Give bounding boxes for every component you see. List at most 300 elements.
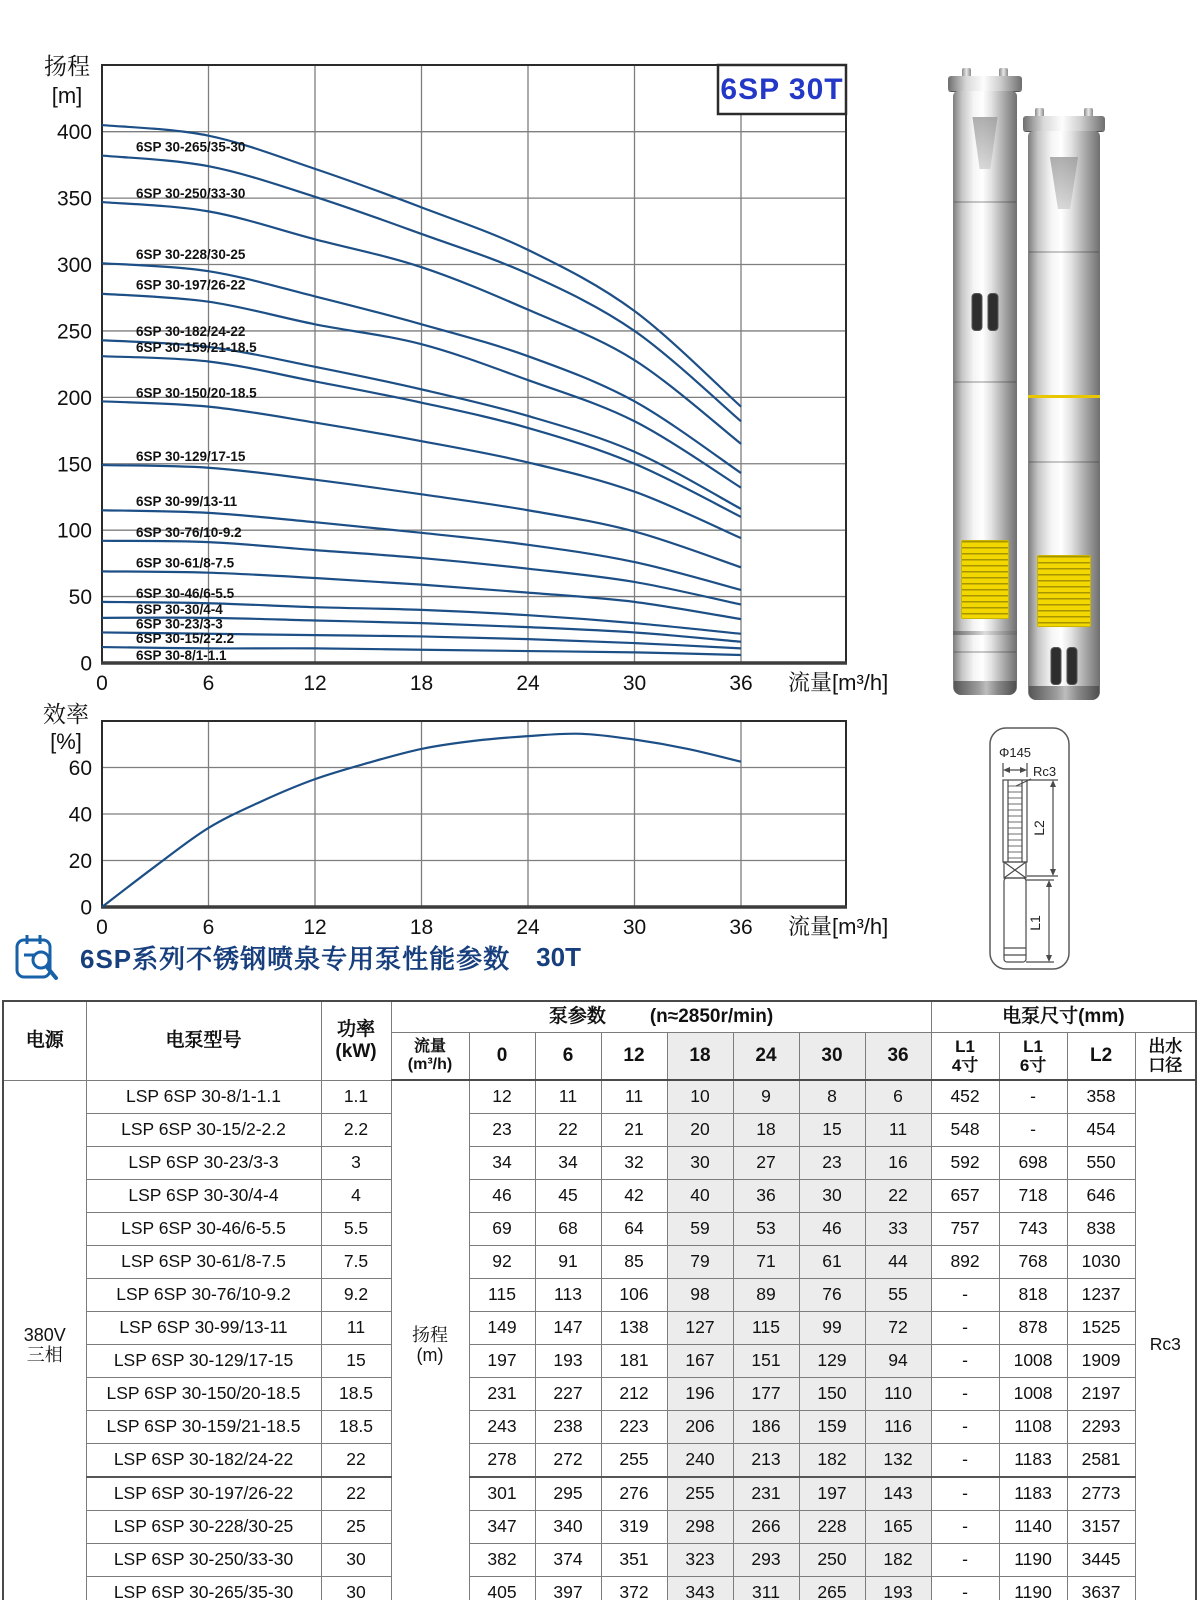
model-cell: LSP 6SP 30-159/21-18.5	[86, 1411, 321, 1444]
head-value-cell: 340	[535, 1511, 601, 1544]
l1-6inch-cell: 1190	[999, 1577, 1067, 1600]
power-cell: 30	[321, 1544, 391, 1577]
l2-cell: 3637	[1067, 1577, 1135, 1600]
head-value-cell: 177	[733, 1378, 799, 1411]
l1-4inch-cell: -	[931, 1378, 999, 1411]
l2-cell: 646	[1067, 1180, 1135, 1213]
power-cell: 15	[321, 1345, 391, 1378]
head-value-cell: 151	[733, 1345, 799, 1378]
table-row	[3, 1147, 1196, 1180]
motor-base	[1029, 686, 1099, 700]
head-value-cell: 347	[469, 1511, 535, 1544]
head-value-cell: 323	[667, 1544, 733, 1577]
head-value-cell: 197	[799, 1477, 865, 1511]
curve-label: 6SP 30-8/1-1.1	[136, 648, 227, 663]
head-value-cell: 165	[865, 1511, 931, 1544]
head-value-cell: 92	[469, 1246, 535, 1279]
head-value-cell: 11	[865, 1114, 931, 1147]
outlet-size-value: Rc3	[1135, 1080, 1196, 1600]
outlet-cone	[1044, 157, 1084, 209]
power-cell: 18.5	[321, 1378, 391, 1411]
head-value-cell: 265	[799, 1577, 865, 1600]
pump-body	[1028, 131, 1100, 700]
l2-cell: 550	[1067, 1147, 1135, 1180]
head-value-cell: 34	[535, 1147, 601, 1180]
head-value-cell: 240	[667, 1444, 733, 1478]
table-row	[3, 1577, 1196, 1600]
head-value-cell: 197	[469, 1345, 535, 1378]
head-value-cell: 228	[799, 1511, 865, 1544]
curve-label: 6SP 30-23/3-3	[136, 616, 223, 632]
l1-4inch-cell: 892	[931, 1246, 999, 1279]
l2-cell: 2581	[1067, 1444, 1135, 1478]
head-value-cell: 20	[667, 1114, 733, 1147]
head-value-cell: 196	[667, 1378, 733, 1411]
y-axis-tick: 50	[68, 586, 92, 610]
l2-cell: 454	[1067, 1114, 1135, 1147]
power-cell: 11	[321, 1312, 391, 1345]
head-value-cell: 301	[469, 1477, 535, 1511]
y-axis-tick: 0	[80, 896, 92, 920]
head-value-cell: 213	[733, 1444, 799, 1478]
model-cell: LSP 6SP 30-46/6-5.5	[86, 1213, 321, 1246]
head-value-cell: 22	[865, 1180, 931, 1213]
x-axis-tick: 24	[516, 916, 540, 939]
curve-label: 6SP 30-150/20-18.5	[136, 385, 257, 401]
section-title: 6SP系列不锈钢喷泉专用泵性能参数	[80, 943, 511, 974]
head-value-cell: 45	[535, 1180, 601, 1213]
head-value-cell: 231	[469, 1378, 535, 1411]
head-value-cell: 11	[601, 1080, 667, 1114]
head-value-cell: 106	[601, 1279, 667, 1312]
table-row	[3, 1511, 1196, 1544]
curve-label: 6SP 30-61/8-7.5	[136, 555, 235, 571]
l1-6inch-cell: 768	[999, 1246, 1067, 1279]
head-value-cell: 64	[601, 1213, 667, 1246]
table-row	[3, 1345, 1196, 1378]
head-value-cell: 150	[799, 1378, 865, 1411]
x-axis-tick: 6	[202, 916, 215, 939]
x-axis-tick: 30	[622, 916, 647, 939]
col-header-l2: L2	[1067, 1033, 1135, 1081]
head-value-cell: 36	[733, 1180, 799, 1213]
curve-label: 6SP 30-182/24-22	[136, 324, 246, 340]
curve-label: 6SP 30-76/10-9.2	[136, 524, 242, 540]
head-value-cell: 132	[865, 1444, 931, 1478]
head-value-cell: 167	[667, 1345, 733, 1378]
head-value-cell: 34	[469, 1147, 535, 1180]
head-value-cell: 32	[601, 1147, 667, 1180]
model-cell: LSP 6SP 30-129/17-15	[86, 1345, 321, 1378]
col-header-flow: 流量 (m³/h)	[391, 1033, 469, 1081]
model-cell: LSP 6SP 30-250/33-30	[86, 1544, 321, 1577]
head-value-cell: 22	[535, 1114, 601, 1147]
x-axis-tick: 36	[729, 916, 753, 939]
head-value-cell: 8	[799, 1080, 865, 1114]
head-value-cell: 149	[469, 1312, 535, 1345]
outlet-cone	[967, 117, 1003, 169]
intake-grille	[1051, 647, 1078, 685]
l1-6inch-cell: 1008	[999, 1378, 1067, 1411]
pump-photos	[940, 60, 1155, 705]
col-header-q18: 18	[667, 1033, 733, 1081]
x-axis-tick: 12	[303, 672, 327, 695]
head-value-cell: 59	[667, 1213, 733, 1246]
y-axis-title-unit: [m]	[51, 83, 83, 108]
l1-4inch-cell: -	[931, 1345, 999, 1378]
x-axis-tick: 24	[516, 672, 540, 695]
model-cell: LSP 6SP 30-197/26-22	[86, 1477, 321, 1511]
col-header-l1-6inch: L1 6寸	[999, 1033, 1067, 1081]
head-value-cell: 298	[667, 1511, 733, 1544]
l1-6inch-cell: 743	[999, 1213, 1067, 1246]
l2-cell: 3157	[1067, 1511, 1135, 1544]
model-cell: LSP 6SP 30-30/4-4	[86, 1180, 321, 1213]
l2-cell: 1525	[1067, 1312, 1135, 1345]
model-cell: LSP 6SP 30-15/2-2.2	[86, 1114, 321, 1147]
head-value-cell: 193	[865, 1577, 931, 1600]
x-axis-tick: 18	[409, 916, 434, 939]
curve-label: 6SP 30-265/35-30	[136, 139, 246, 155]
l2-cell: 3445	[1067, 1544, 1135, 1577]
x-axis-tick: 12	[303, 916, 327, 939]
head-value-cell: 44	[865, 1246, 931, 1279]
efficiency-chart	[43, 701, 888, 939]
l1-6inch-cell: 1140	[999, 1511, 1067, 1544]
power-cell: 18.5	[321, 1411, 391, 1444]
head-value-cell: 79	[667, 1246, 733, 1279]
section-heading	[14, 930, 581, 984]
curve-label: 6SP 30-15/2-2.2	[136, 631, 235, 647]
head-value-cell: 46	[469, 1180, 535, 1213]
head-value-cell: 94	[865, 1345, 931, 1378]
head-value-cell: 212	[601, 1378, 667, 1411]
head-value-cell: 138	[601, 1312, 667, 1345]
l2-cell: 1030	[1067, 1246, 1135, 1279]
y-axis-tick: 100	[56, 519, 92, 543]
pump-warning-label	[961, 540, 1010, 619]
l1-4inch-cell: 592	[931, 1147, 999, 1180]
head-value-cell: 69	[469, 1213, 535, 1246]
head-value-cell: 181	[601, 1345, 667, 1378]
head-value-cell: 186	[733, 1411, 799, 1444]
head-value-cell: 266	[733, 1511, 799, 1544]
col-header-q12: 12	[601, 1033, 667, 1081]
l1-4inch-cell: -	[931, 1444, 999, 1478]
table-row	[3, 1080, 1196, 1114]
dim-l2-label: L2	[1031, 820, 1047, 836]
l1-6inch-cell: 1183	[999, 1444, 1067, 1478]
model-cell: LSP 6SP 30-182/24-22	[86, 1444, 321, 1478]
model-cell: LSP 6SP 30-61/8-7.5	[86, 1246, 321, 1279]
l1-6inch-cell: 818	[999, 1279, 1067, 1312]
head-value-cell: 10	[667, 1080, 733, 1114]
head-value-cell: 55	[865, 1279, 931, 1312]
head-value-cell: 255	[667, 1477, 733, 1511]
head-value-cell: 351	[601, 1544, 667, 1577]
head-value-cell: 159	[799, 1411, 865, 1444]
head-value-cell: 11	[535, 1080, 601, 1114]
power-cell: 1.1	[321, 1080, 391, 1114]
col-header-q0: 0	[469, 1033, 535, 1081]
col-header-outlet: 出水 口径	[1135, 1033, 1196, 1081]
head-value-cell: 89	[733, 1279, 799, 1312]
head-value-cell: 53	[733, 1213, 799, 1246]
head-value-cell: 85	[601, 1246, 667, 1279]
l1-4inch-cell: 757	[931, 1213, 999, 1246]
y-axis-tick: 250	[56, 320, 92, 344]
head-value-cell: 12	[469, 1080, 535, 1114]
head-value-cell: 9	[733, 1080, 799, 1114]
head-value-cell: 255	[601, 1444, 667, 1478]
y-axis-tick: 0	[80, 652, 92, 676]
head-value-cell: 115	[733, 1312, 799, 1345]
head-value-cell: 113	[535, 1279, 601, 1312]
l1-6inch-cell: 1008	[999, 1345, 1067, 1378]
l2-cell: 2293	[1067, 1411, 1135, 1444]
head-value-cell: 40	[667, 1180, 733, 1213]
power-cell: 22	[321, 1444, 391, 1478]
curve-label: 6SP 30-30/4-4	[136, 601, 223, 617]
head-value-cell: 372	[601, 1577, 667, 1600]
l1-6inch-cell: 1183	[999, 1477, 1067, 1511]
head-unit-cell: 扬程 (m)	[391, 1080, 469, 1600]
col-header-q6: 6	[535, 1033, 601, 1081]
head-value-cell: 76	[799, 1279, 865, 1312]
y-axis-tick: 200	[56, 386, 92, 410]
head-value-cell: 98	[667, 1279, 733, 1312]
pump-flange	[1023, 116, 1105, 131]
head-value-cell: 147	[535, 1312, 601, 1345]
model-cell: LSP 6SP 30-76/10-9.2	[86, 1279, 321, 1312]
l1-6inch-cell: -	[999, 1080, 1067, 1114]
head-value-cell: 18	[733, 1114, 799, 1147]
head-value-cell: 23	[469, 1114, 535, 1147]
head-value-cell: 46	[799, 1213, 865, 1246]
dimension-diagram	[990, 728, 1069, 969]
intake-grille	[972, 293, 999, 331]
model-cell: LSP 6SP 30-150/20-18.5	[86, 1378, 321, 1411]
l2-cell: 358	[1067, 1080, 1135, 1114]
head-value-cell: 311	[733, 1577, 799, 1600]
head-value-cell: 129	[799, 1345, 865, 1378]
head-value-cell: 206	[667, 1411, 733, 1444]
l2-cell: 2197	[1067, 1378, 1135, 1411]
head-value-cell: 250	[799, 1544, 865, 1577]
head-value-cell: 91	[535, 1246, 601, 1279]
x-axis-tick: 36	[729, 672, 753, 695]
head-value-cell: 15	[799, 1114, 865, 1147]
y-axis-tick: 350	[56, 187, 92, 211]
dim-outlet-label: Rc3	[1033, 764, 1057, 779]
model-cell: LSP 6SP 30-228/30-25	[86, 1511, 321, 1544]
x-axis-title: 流量[m³/h]	[788, 670, 889, 695]
head-value-cell: 68	[535, 1213, 601, 1246]
chart-title: 6SP 30T	[720, 73, 844, 106]
head-value-cell: 182	[799, 1444, 865, 1478]
curve-label: 6SP 30-159/21-18.5	[136, 340, 257, 356]
power-cell: 3	[321, 1147, 391, 1180]
y-axis-tick: 300	[56, 254, 92, 278]
head-value-cell: 23	[799, 1147, 865, 1180]
power-cell: 2.2	[321, 1114, 391, 1147]
l1-6inch-cell: 698	[999, 1147, 1067, 1180]
curve-label: 6SP 30-197/26-22	[136, 277, 246, 293]
head-value-cell: 16	[865, 1147, 931, 1180]
l1-4inch-cell: -	[931, 1511, 999, 1544]
head-value-cell: 127	[667, 1312, 733, 1345]
x-axis-tick: 6	[202, 672, 215, 695]
table-row	[3, 1312, 1196, 1345]
head-value-cell: 30	[667, 1147, 733, 1180]
x-axis-tick: 0	[96, 916, 108, 939]
power-cell: 30	[321, 1577, 391, 1600]
y-axis-tick: 60	[68, 757, 92, 780]
head-value-cell: 110	[865, 1378, 931, 1411]
l1-6inch-cell: -	[999, 1114, 1067, 1147]
col-header-power-source: 电源	[3, 1001, 86, 1080]
l2-cell: 1909	[1067, 1345, 1135, 1378]
col-header-model: 电泵型号	[86, 1001, 321, 1080]
section-title-suffix: 30T	[536, 941, 581, 972]
l1-6inch-cell: 1190	[999, 1544, 1067, 1577]
power-cell: 9.2	[321, 1279, 391, 1312]
head-value-cell: 382	[469, 1544, 535, 1577]
y-axis-title-unit: [%]	[50, 729, 82, 754]
curve-label: 6SP 30-46/6-5.5	[136, 585, 235, 601]
head-value-cell: 33	[865, 1213, 931, 1246]
table-row	[3, 1279, 1196, 1312]
table-row	[3, 1213, 1196, 1246]
power-cell: 7.5	[321, 1246, 391, 1279]
dim-l1-label: L1	[1027, 915, 1043, 931]
col-header-q24: 24	[733, 1033, 799, 1081]
head-value-cell: 61	[799, 1246, 865, 1279]
l2-cell: 838	[1067, 1213, 1135, 1246]
motor-base	[954, 681, 1016, 695]
l2-cell: 1237	[1067, 1279, 1135, 1312]
l1-6inch-cell: 718	[999, 1180, 1067, 1213]
head-value-cell: 27	[733, 1147, 799, 1180]
head-value-cell: 243	[469, 1411, 535, 1444]
head-value-cell: 223	[601, 1411, 667, 1444]
power-cell: 5.5	[321, 1213, 391, 1246]
head-value-cell: 319	[601, 1511, 667, 1544]
dim-diameter-label: Φ145	[998, 745, 1032, 760]
table-row	[3, 1180, 1196, 1213]
y-axis-tick: 40	[68, 803, 92, 827]
y-axis-title: 效率	[43, 701, 89, 727]
y-axis-tick: 400	[56, 121, 92, 145]
head-value-cell: 374	[535, 1544, 601, 1577]
col-group-pump-params: 泵参数 (n≈2850r/min)	[391, 1001, 931, 1033]
head-value-cell: 343	[667, 1577, 733, 1600]
table-row	[3, 1444, 1196, 1478]
pump-warning-label	[1037, 555, 1092, 627]
head-value-cell: 115	[469, 1279, 535, 1312]
head-value-cell: 295	[535, 1477, 601, 1511]
head-value-cell: 143	[865, 1477, 931, 1511]
model-cell: LSP 6SP 30-99/13-11	[86, 1312, 321, 1345]
l1-4inch-cell: -	[931, 1279, 999, 1312]
head-flow-chart	[44, 53, 888, 695]
y-axis-tick: 150	[56, 453, 92, 477]
head-value-cell: 276	[601, 1477, 667, 1511]
model-cell: LSP 6SP 30-8/1-1.1	[86, 1080, 321, 1114]
head-value-cell: 72	[865, 1312, 931, 1345]
l1-6inch-cell: 878	[999, 1312, 1067, 1345]
power-cell: 25	[321, 1511, 391, 1544]
curve-label: 6SP 30-250/33-30	[136, 186, 246, 202]
power-cell: 22	[321, 1477, 391, 1511]
l2-cell: 2773	[1067, 1477, 1135, 1511]
power-source-value: 380V 三相	[3, 1080, 86, 1600]
col-group-dimensions: 电泵尺寸(mm)	[931, 1001, 1196, 1033]
table-row	[3, 1411, 1196, 1444]
x-axis-tick: 18	[409, 672, 434, 695]
head-value-cell: 6	[865, 1080, 931, 1114]
curve-label: 6SP 30-228/30-25	[136, 247, 246, 263]
l1-4inch-cell: -	[931, 1312, 999, 1345]
table-row	[3, 1378, 1196, 1411]
head-value-cell: 21	[601, 1114, 667, 1147]
x-axis-tick: 30	[622, 672, 647, 695]
table-row	[3, 1114, 1196, 1147]
curve-label: 6SP 30-99/13-11	[136, 494, 238, 510]
head-value-cell: 293	[733, 1544, 799, 1577]
head-value-cell: 42	[601, 1180, 667, 1213]
l1-4inch-cell: 548	[931, 1114, 999, 1147]
model-cell: LSP 6SP 30-265/35-30	[86, 1577, 321, 1600]
l1-6inch-cell: 1108	[999, 1411, 1067, 1444]
head-value-cell: 116	[865, 1411, 931, 1444]
curve-label: 6SP 30-129/17-15	[136, 449, 246, 465]
l1-4inch-cell: 452	[931, 1080, 999, 1114]
head-value-cell: 99	[799, 1312, 865, 1345]
pump-body	[953, 91, 1017, 695]
x-axis-tick: 0	[96, 672, 108, 695]
pump-photo-left	[953, 68, 1017, 695]
y-axis-title: 扬程	[44, 53, 90, 79]
head-value-cell: 272	[535, 1444, 601, 1478]
head-value-cell: 231	[733, 1477, 799, 1511]
col-header-l1-4inch: L1 4寸	[931, 1033, 999, 1081]
table-row	[3, 1544, 1196, 1577]
model-cell: LSP 6SP 30-23/3-3	[86, 1147, 321, 1180]
performance-table	[2, 1000, 1197, 1600]
head-value-cell: 238	[535, 1411, 601, 1444]
pump-flange	[948, 76, 1022, 91]
head-value-cell: 227	[535, 1378, 601, 1411]
col-header-q30: 30	[799, 1033, 865, 1081]
table-row	[3, 1246, 1196, 1279]
power-cell: 4	[321, 1180, 391, 1213]
x-axis-title: 流量[m³/h]	[788, 914, 889, 939]
head-value-cell: 193	[535, 1345, 601, 1378]
col-header-q36: 36	[865, 1033, 931, 1081]
l1-4inch-cell: -	[931, 1577, 999, 1600]
col-header-power: 功率 (kW)	[321, 1001, 391, 1080]
head-value-cell: 30	[799, 1180, 865, 1213]
spec-sheet-icon	[14, 931, 62, 983]
head-value-cell: 71	[733, 1246, 799, 1279]
y-axis-tick: 20	[68, 850, 92, 873]
l1-4inch-cell: 657	[931, 1180, 999, 1213]
head-value-cell: 182	[865, 1544, 931, 1577]
l1-4inch-cell: -	[931, 1477, 999, 1511]
head-value-cell: 397	[535, 1577, 601, 1600]
head-value-cell: 405	[469, 1577, 535, 1600]
